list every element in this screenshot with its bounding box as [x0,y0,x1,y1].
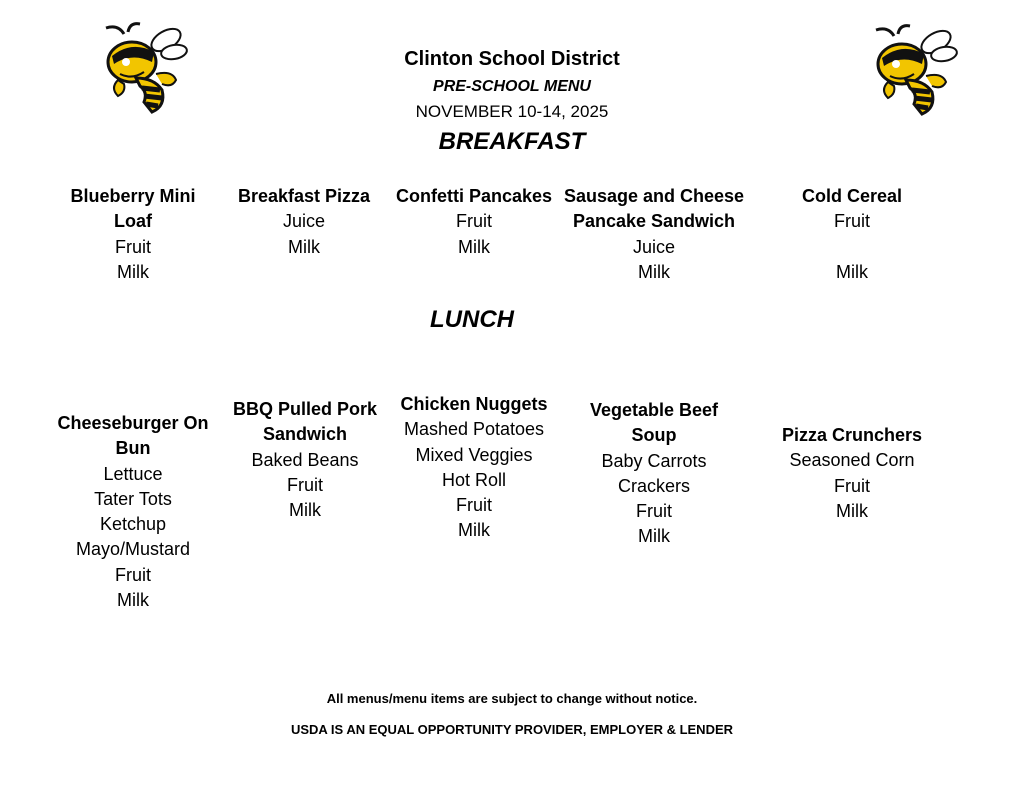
menu-side-item: Milk [638,261,670,282]
lunch-day-1 [53,411,213,613]
menu-side-item: Lettuce [103,463,163,484]
district-title: Clinton School District [404,48,620,70]
breakfast-day-3 [389,184,559,260]
menu-side-item: Fruit [636,501,672,522]
menu-main-item: BBQ Pulled Pork [232,399,378,419]
menu-side-item: Hot Roll [441,469,507,490]
change-notice: All menus/menu items are subject to change without notice. [326,691,698,706]
menu-main-item: Loaf [114,211,152,232]
usda-statement: USDA IS AN EQUAL OPPORTUNITY PROVIDER, EMPLOYER & LENDER [290,722,734,737]
menu-main-item: Chicken Nuggets [400,394,548,414]
menu-side-item: Baby Carrots [601,450,707,471]
menu-type: PRE-SCHOOL MENU [433,78,591,95]
menu-side-item: Milk [458,520,490,541]
lunch-day-4 [574,398,734,550]
menu-main-item: Pancake Sandwich [572,211,736,232]
menu-side-item: Milk [836,500,868,521]
menu-side-item: Fruit [456,211,492,232]
menu-side-item: Milk [117,590,149,611]
menu-main-item: Confetti Pancakes [395,186,553,206]
menu-main-item: Breakfast Pizza [237,186,371,206]
menu-side-item: Seasoned Corn [789,450,915,471]
menu-side-item: Mashed Potatoes [403,419,545,440]
menu-side-item: Fruit [834,211,870,232]
menu-side-item: Milk [288,236,320,257]
menu-side-item: Milk [836,261,868,282]
menu-main-item: Bun [115,438,151,459]
menu-side-item: Fruit [287,474,323,495]
menu-side-item: Crackers [617,475,690,496]
breakfast-day-2 [229,184,379,260]
menu-side-item: Milk [117,261,149,282]
lunch-day-5 [772,423,932,524]
breakfast-day-5 [782,184,922,285]
breakfast-heading: BREAKFAST [438,128,586,155]
menu-dates: NOVEMBER 10-14, 2025 [415,102,609,121]
menu-side-item: Fruit [115,236,151,257]
menu-side-item: Juice [282,211,326,232]
menu-main-item: Sandwich [262,424,347,445]
menu-side-item: Ketchup [99,514,167,535]
menu-main-item: Pizza Crunchers [781,425,923,445]
menu-side-item: Milk [638,526,670,547]
menu-main-item: Vegetable Beef [589,400,719,420]
menu-main-item: Cheeseburger On [57,413,209,433]
menu-side-item: Baked Beans [251,449,359,470]
lunch-heading: LUNCH [430,306,514,333]
menu-side-item: Fruit [834,475,870,496]
menu-main-item: Soup [631,425,677,446]
blank-line [782,235,922,260]
breakfast-day-1 [58,184,208,285]
menu-main-item: Cold Cereal [801,186,903,206]
menu-side-item: Milk [458,236,490,257]
breakfast-day-4 [559,184,749,285]
menu-side-item: Milk [289,500,321,521]
lunch-day-3 [389,392,559,544]
menu-main-item: Sausage and Cheese [563,186,745,206]
menu-side-item: Fruit [115,564,151,585]
menu-side-item: Mayo/Mustard [75,539,191,560]
lunch-day-2 [224,397,386,523]
menu-side-item: Juice [632,236,676,257]
menu-side-item: Fruit [456,495,492,516]
menu-side-item: Mixed Veggies [415,444,533,465]
menu-main-item: Blueberry Mini [70,186,196,206]
menu-side-item: Tater Tots [94,488,172,509]
